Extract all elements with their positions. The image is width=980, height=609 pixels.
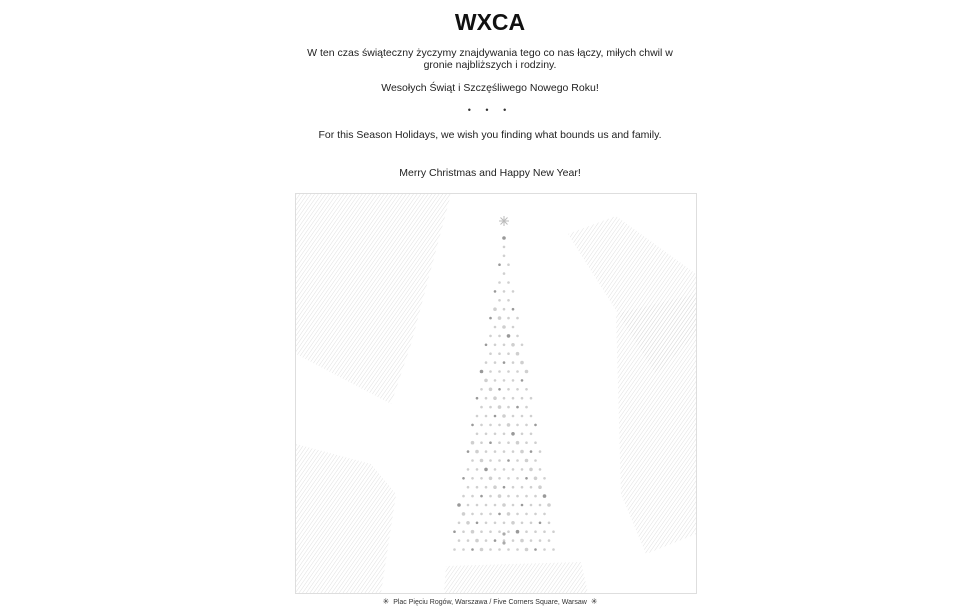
tree-dot [476, 397, 479, 400]
tree-dot [458, 522, 461, 525]
tree-dot [467, 486, 470, 489]
tree-dot [539, 468, 542, 471]
tree-dot [539, 504, 542, 507]
logo [0, 11, 980, 38]
tree-dot [511, 432, 515, 436]
tree-dot [494, 539, 497, 542]
tree-dot [480, 495, 483, 498]
tree-dot [543, 513, 546, 516]
tree-dot [507, 317, 510, 320]
tree-dot [525, 424, 528, 427]
tree-dot [498, 405, 502, 409]
tree-dot [471, 441, 475, 445]
tree-dot [498, 281, 501, 284]
tree-dot [494, 344, 497, 347]
tree-dot [471, 424, 474, 427]
tree-dot [467, 539, 470, 542]
tree-dot [494, 290, 497, 293]
tree-dot [503, 450, 506, 453]
tree-dot [494, 379, 497, 382]
tree-dot [462, 548, 465, 551]
tree-trunk-dot [502, 532, 505, 535]
tree-dot [552, 530, 555, 533]
tree-dot [489, 459, 492, 462]
tree-dot [480, 513, 483, 516]
tree-dot [489, 335, 492, 338]
tree-dot [543, 530, 546, 533]
tree-dot [485, 522, 488, 525]
christmas-card-image [295, 193, 697, 594]
tree-dot [543, 548, 546, 551]
tree-dot [480, 459, 484, 463]
tree-dot [485, 433, 488, 436]
wxca-logo [452, 11, 528, 33]
tree-dot [534, 548, 537, 551]
tree-dot [521, 504, 524, 507]
tree-dot [462, 477, 465, 480]
tree-dot [502, 325, 506, 329]
tree-dot [525, 459, 529, 463]
tree-dot [530, 522, 533, 525]
hatched-shape-left-bottom [296, 444, 396, 593]
tree-dot [475, 450, 479, 454]
tree-dot [521, 415, 524, 418]
footer-text: Plac Pięciu Rogów, Warszawa / Five Corners Square, Warsaw [393, 599, 587, 606]
tree-dot [498, 548, 501, 551]
tree-dot [489, 513, 492, 516]
tree-dot [512, 326, 515, 329]
tree-dot [511, 343, 515, 347]
separator-dots: • • • [467, 105, 513, 115]
tree-dot [489, 548, 492, 551]
tree-dot [539, 450, 542, 453]
tree-dot [516, 530, 520, 534]
tree-dot [480, 388, 483, 391]
snowflake-icon: ✳ [590, 597, 598, 606]
tree-dot [480, 406, 483, 409]
tree-dot [530, 504, 533, 507]
tree-dot [525, 495, 528, 498]
tree-dot [489, 352, 492, 355]
tree-dot [480, 441, 483, 444]
tree-dot [498, 513, 501, 516]
tree-dot [498, 530, 501, 533]
polish-message-body: W ten czas świąteczny życzymy znajdywania tego co nas łączy, miłych chwil w gronie najbliższych i rodziny. [307, 47, 673, 71]
tree-dot [512, 415, 515, 418]
tree-dot [516, 441, 520, 445]
tree-dot [525, 477, 528, 480]
tree-dot [521, 522, 524, 525]
tree-dot [489, 530, 492, 533]
tree-dot [521, 379, 524, 382]
tree-dot [458, 539, 461, 542]
tree-dot [502, 414, 506, 418]
tree-dot [476, 415, 479, 418]
tree-dot [498, 370, 501, 373]
tree-dot [493, 396, 497, 400]
tree-dot [498, 494, 502, 498]
tree-dot [516, 477, 519, 480]
tree-dot [467, 450, 470, 453]
tree-dot [525, 513, 528, 516]
tree-dot [530, 539, 533, 542]
tree-dot [475, 539, 479, 543]
tree-dot [534, 424, 537, 427]
tree-dot [512, 504, 515, 507]
tree-dot [471, 495, 474, 498]
dotted-christmas-tree [453, 236, 555, 551]
tree-dot [503, 272, 506, 275]
tree-dot [462, 530, 465, 533]
tree-dot [503, 379, 506, 382]
tree-dot [485, 415, 488, 418]
tree-dot [512, 450, 515, 453]
logo-text: WXCA [454, 11, 526, 33]
tree-dot [521, 397, 524, 400]
hatched-shape-left-top [296, 194, 451, 404]
tree-dot [507, 477, 510, 480]
tree-dot [467, 468, 470, 471]
tree-dot [534, 441, 537, 444]
tree-dot [462, 495, 465, 498]
tree-dot [534, 513, 537, 516]
tree-dot [539, 539, 542, 542]
tree-dot [480, 530, 483, 533]
tree-dot [498, 441, 501, 444]
tree-dot [498, 459, 501, 462]
snowflake-icon: ✳ [382, 597, 390, 606]
tree-dot [530, 433, 533, 436]
tree-dot [485, 450, 488, 453]
polish-wish: Wesołych Świąt i Szczęśliwego Nowego Roku! [381, 82, 599, 94]
tree-dot [525, 548, 529, 552]
tree-dot [503, 397, 506, 400]
tree-dot [512, 308, 515, 311]
tree-dot [521, 344, 524, 347]
tree-dot [493, 307, 497, 311]
tree-dot [512, 486, 515, 489]
tree-dot [457, 503, 461, 507]
tree-dot [507, 370, 510, 373]
tree-dot [503, 344, 506, 347]
tree-dot [489, 370, 492, 373]
tree-dot [489, 424, 492, 427]
tree-dot [520, 539, 524, 543]
tree-dot [471, 459, 474, 462]
tree-dot [525, 530, 528, 533]
tree-dot [520, 450, 524, 454]
tree-dot [503, 361, 506, 364]
tree-dot [503, 308, 506, 311]
tree-dot [498, 388, 501, 391]
tree-dot [498, 352, 501, 355]
tree-dot [498, 316, 502, 320]
tree-dot [484, 379, 488, 383]
tree-dot [471, 513, 474, 516]
tree-dot [494, 504, 497, 507]
tree-dot [494, 433, 497, 436]
tree-dot [516, 406, 519, 409]
tree-dot [516, 459, 519, 462]
tree-dot [484, 468, 488, 472]
tree-dot [525, 388, 528, 391]
tree-dot [548, 522, 551, 525]
tree-dot [498, 424, 501, 427]
tree-dot [503, 246, 506, 249]
tree-dot [512, 290, 515, 293]
tree-dot [516, 548, 519, 551]
tree-dot [485, 504, 488, 507]
snowflake-icon [499, 216, 509, 226]
tree-dot [512, 468, 515, 471]
tree-dot [498, 477, 501, 480]
tree-dot [525, 441, 528, 444]
tree-dot [543, 494, 547, 498]
tree-dot [480, 370, 484, 374]
tree-dot [503, 255, 506, 258]
tree-dot [489, 441, 492, 444]
tree-dot [485, 397, 488, 400]
tree-dot [507, 441, 510, 444]
tree-dot [507, 512, 511, 516]
tree-dot [489, 317, 492, 320]
tree-dot [507, 299, 510, 302]
tree-dot [516, 317, 519, 320]
tree-dot [494, 522, 497, 525]
tree-dot [453, 530, 456, 533]
tree-dot [489, 406, 492, 409]
tree-dot [530, 415, 533, 418]
tree-dot [507, 352, 510, 355]
tree-dot [498, 263, 501, 266]
tree-dot [498, 335, 501, 338]
tree-dot [534, 530, 537, 533]
tree-dot [489, 495, 492, 498]
tree-dot [467, 504, 470, 507]
tree-dot [512, 397, 515, 400]
tree-dot [507, 459, 510, 462]
hatched-shape-right-middle [616, 294, 696, 554]
tree-dot [494, 415, 497, 418]
tree-dot [476, 433, 479, 436]
tree-dot [511, 521, 515, 525]
tree-dot [476, 468, 479, 471]
tree-dot [530, 486, 533, 489]
tree-dot [529, 468, 533, 472]
tree-dot [485, 486, 488, 489]
tree-dot [471, 548, 474, 551]
tree-dot [516, 495, 519, 498]
tree-dot [494, 326, 497, 329]
tree-dot [530, 450, 533, 453]
tree-dot [507, 263, 510, 266]
tree-dot [466, 521, 470, 525]
tree-dot [534, 459, 537, 462]
tree-dot [507, 423, 511, 427]
tree-dot [525, 370, 529, 374]
tree-dot [502, 236, 506, 240]
tree-dot [512, 379, 515, 382]
tree-trunk-dot [502, 541, 505, 544]
tree-dot [516, 513, 519, 516]
tree-dot [476, 504, 479, 507]
tree-dot [476, 486, 479, 489]
tree-dot [480, 424, 483, 427]
tree-dot [493, 485, 497, 489]
tree-dot [507, 548, 510, 551]
tree-dot [489, 388, 493, 392]
hatched-shape-bottom [444, 562, 588, 593]
tree-dot [521, 468, 524, 471]
tree-dot [503, 433, 506, 436]
tree-dot [548, 539, 551, 542]
tree-dot [485, 344, 488, 347]
tree-dot [485, 361, 488, 364]
tree-dot [507, 334, 511, 338]
tree-dot [516, 352, 520, 356]
tree-dot [453, 548, 456, 551]
tree-dot [543, 477, 546, 480]
tree-dot [476, 522, 479, 525]
tree-dot [530, 397, 533, 400]
tree-dot [507, 530, 510, 533]
tree-dot [516, 424, 519, 427]
tree-dot [534, 477, 538, 481]
polish-message [0, 47, 980, 71]
tree-dot [534, 495, 537, 498]
tree-dot [512, 361, 515, 364]
tree-dot [552, 548, 555, 551]
tree-dot [503, 468, 506, 471]
tree-dot [471, 530, 475, 534]
tree-dot [538, 485, 542, 489]
tree-dot [525, 406, 528, 409]
tree-dot [503, 290, 506, 293]
tree-dot [502, 503, 506, 507]
tree-dot [494, 361, 497, 364]
tree-dot [498, 299, 501, 302]
tree-dot [471, 477, 474, 480]
footer-address [0, 597, 980, 608]
tree-dot [516, 388, 519, 391]
tree-dot [507, 388, 510, 391]
tree-dot [480, 548, 484, 552]
tree-dot [520, 361, 524, 365]
tree-dot [494, 450, 497, 453]
tree-dot [503, 522, 506, 525]
english-message [0, 129, 980, 141]
tree-dot [494, 468, 497, 471]
tree-dot [503, 486, 506, 489]
tree-dot [516, 370, 519, 373]
card-illustration [296, 194, 696, 593]
tree-dot [521, 486, 524, 489]
tree-dot [480, 477, 483, 480]
tree-dot [489, 477, 493, 481]
tree-dot [516, 335, 519, 338]
tree-dot [462, 512, 466, 516]
tree-dot [485, 539, 488, 542]
tree-dot [521, 433, 524, 436]
tree-dot [539, 522, 542, 525]
english-message-body: For this Season Holidays, we wish you finding what bounds us and family. [318, 129, 662, 141]
tree-dot [507, 495, 510, 498]
tree-dot [507, 281, 510, 284]
tree-dot [547, 503, 551, 507]
english-wish: Merry Christmas and Happy New Year! [399, 167, 581, 179]
tree-dot [512, 539, 515, 542]
tree-dot [507, 406, 510, 409]
